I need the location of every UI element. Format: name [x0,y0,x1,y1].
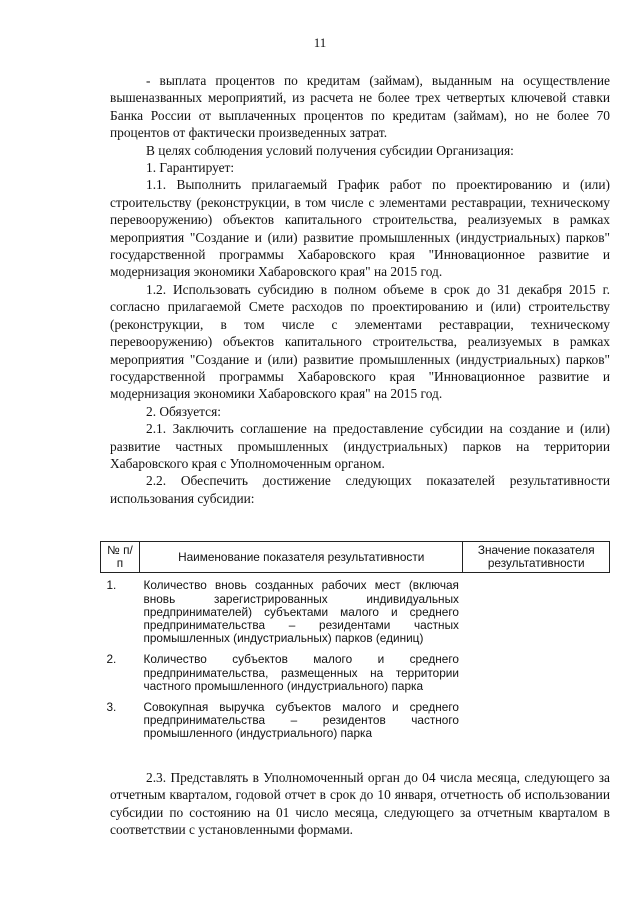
paragraph-clause-2-1: 2.1. Заключить соглашение на предоставление субсидии на создание и (или) развитие частных промышленных (индустриальных) парков на территории Хабаровского края с Уполномоченным органом. [110,421,610,471]
table-row [101,573,610,648]
header-indicator-value: Значение показателя результативности [463,542,610,573]
table-header-row [101,542,610,573]
row-number: 2. [106,652,117,667]
indicator-name: Совокупная выручка субъектов малого и среднего предпринимательства – резидентов частного промышленного (индустриального) парка [143,700,459,741]
indicators-table-wrapper [100,541,610,743]
paragraph-clause-2-3: 2.3. Представлять в Уполномоченный орган до 04 числа месяца, следующего за отчетным кварталом, годовой отчет в срок до 10 января, отчетность об использовании субсидии по состоянию на 01 число месяца, следующего за отчетным кварталом в соответствии с установленными формами. [110,770,610,838]
indicators-table [100,541,610,743]
table-row [101,647,610,695]
indicator-value [463,573,610,648]
indicator-value [463,647,610,695]
table-row [101,695,610,743]
paragraph-guarantees-heading: 1. Гарантирует: [146,160,235,176]
indicator-name: Количество субъектов малого и среднего предпринимательства, размещенных на территории частного промышленного (индустриального) парка [143,652,459,693]
indicator-name: Количество вновь созданных рабочих мест (включая вновь зарегистрированных индивидуальных предпринимателей) субъектами малого и среднего предпринимательства – резидентами частных промышленных (индустриальных) парков (единиц) [143,578,459,646]
document-body [110,72,610,507]
paragraph-conditions-intro: В целях соблюдения условий получения субсидии Организация: [146,142,514,158]
indicator-value [463,695,610,743]
row-number: 3. [106,700,117,715]
document-body-continued [110,769,610,839]
paragraph-clause-1-1: 1.1. Выполнить прилагаемый График работ по проектированию и (или) строительству (реконструкции, в том числе с элементами реставрации, техническому перевооружению) объектов капитального строительства, реализуемых в рамках мероприятия "Создание и (или) развитие промышленных (индустриальных) парков" государственной программы Хабаровского края "Инновационное развитие и модернизация экономики Хабаровского края" на 2015 год. [110,177,610,280]
row-number: 1. [106,578,117,593]
paragraph-clause-1-2: 1.2. Использовать субсидию в полном объеме в срок до 31 декабря 2015 г. согласно прилагаемой Смете расходов по проектированию и (или) строительству (реконструкции, в том числе с элементами реставрации, техническому перевооружению) объектов капитального строительства, реализуемых в рамках мероприятия "Создание и (или) развитие промышленных (индустриальных) парков" государственной программы Хабаровского края "Инновационное развитие и модернизация экономики Хабаровского края" на 2015 год. [110,281,610,402]
paragraph-interest-payment: - выплата процентов по кредитам (займам), выданным на осуществление вышеназванных мероприятий, из расчета не более трех четвертых ключевой ставки Банка России от выплаченных процентов по кредитам (займам), но не более 70 процентов от фактически произведенных затрат. [110,73,610,141]
paragraph-obligations-heading: 2. Обязуется: [146,403,222,419]
page-number: 11 [313,35,327,50]
paragraph-clause-2-2: 2.2. Обеспечить достижение следующих показателей результативности использования субсидии: [110,473,610,506]
header-num: № п/п [101,542,140,573]
header-indicator-name: Наименование показателя результативности [139,542,463,573]
